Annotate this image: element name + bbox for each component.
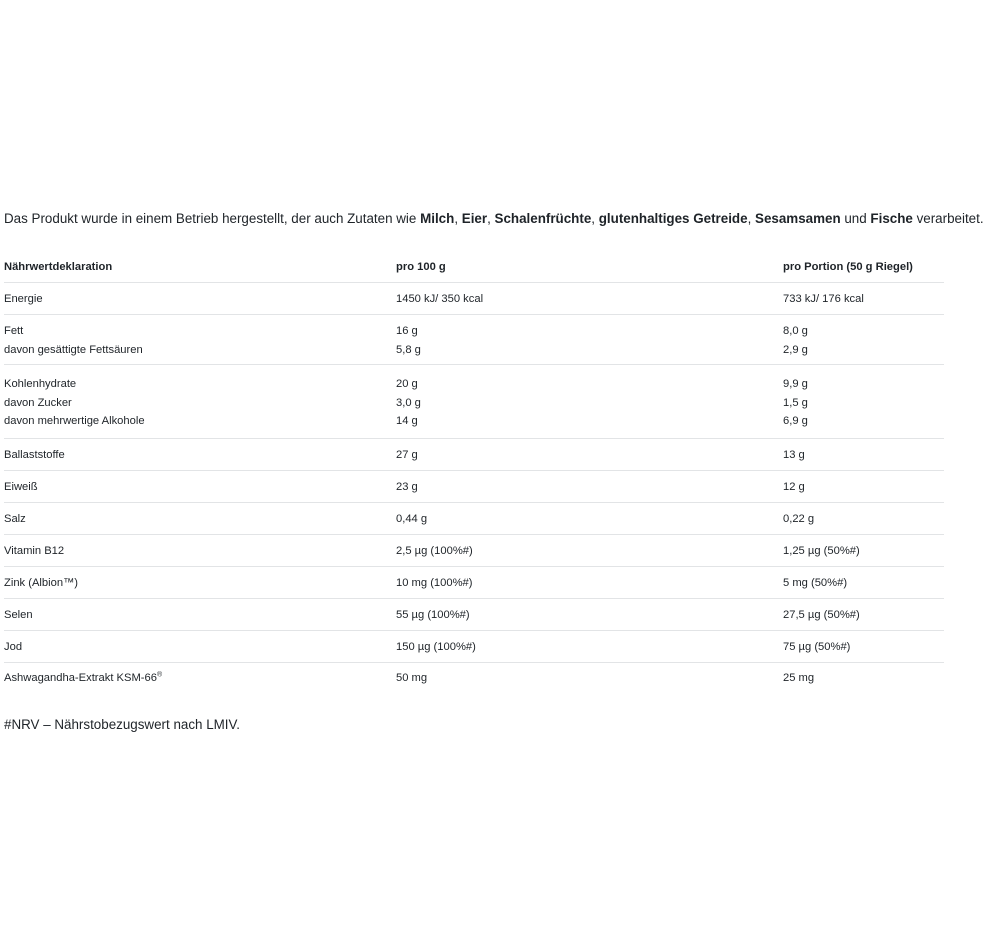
value-per-100g-cell (396, 290, 783, 314)
value-per-portion-cell (783, 446, 944, 470)
value-per-portion: 6,9 g (783, 415, 808, 427)
value-per-portion: 2,9 g (783, 343, 808, 356)
separator: und (840, 211, 871, 226)
value-per-portion: 1,25 µg (50%#) (783, 545, 860, 557)
nutrient-name-cell (4, 638, 396, 662)
separator: , (747, 211, 756, 226)
value-per-100g: 5,8 g (396, 343, 421, 356)
value-per-portion: 13 g (783, 449, 805, 461)
separator: , (487, 211, 495, 226)
nutrient-name: davon Zucker (4, 396, 72, 409)
value-per-portion-cell (783, 542, 944, 566)
value-per-100g: 55 µg (100%#) (396, 609, 470, 621)
allergen-gluten: glutenhaltiges Getreide (598, 211, 748, 226)
value-per-portion: 5 mg (50%#) (783, 577, 848, 589)
table-row (4, 535, 944, 567)
separator: , (591, 211, 599, 226)
value-per-100g: 2,5 µg (100%#) (396, 545, 473, 557)
value-per-100g: 10 mg (100%#) (396, 577, 473, 589)
nutrient-name-cell (4, 375, 396, 438)
value-per-100g: 16 g (396, 325, 418, 337)
value-per-portion: 8,0 g (783, 325, 808, 337)
value-per-portion-cell (783, 638, 944, 662)
value-per-portion-cell (783, 322, 944, 364)
value-per-100g: 0,44 g (396, 513, 428, 525)
nutrient-name: Salz (4, 513, 26, 525)
table-row (4, 283, 944, 315)
footnote: #NRV – Nährstobezugswert nach LMIV. (4, 717, 240, 732)
value-per-portion: 25 mg (783, 672, 815, 684)
nutrient-name-cell (4, 290, 396, 314)
value-per-portion: 9,9 g (783, 378, 808, 390)
allergen-sesame: Sesamsamen (755, 211, 841, 226)
header-declaration: Nährwertdeklaration (4, 261, 113, 273)
nutrition-table-header (4, 252, 944, 283)
table-row (4, 663, 944, 697)
nutrient-name-cell (4, 478, 396, 502)
value-per-100g-cell (396, 478, 783, 502)
nutrient-name: davon gesättigte Fettsäuren (4, 343, 143, 356)
value-per-100g: 27 g (396, 449, 418, 461)
value-per-100g: 1450 kJ/ 350 kcal (396, 293, 484, 305)
value-per-100g-cell (396, 510, 783, 534)
value-per-portion: 733 kJ/ 176 kcal (783, 293, 864, 305)
nutrient-name-cell (4, 542, 396, 566)
value-per-portion-cell (783, 375, 944, 438)
nutrient-name: Ashwagandha-Extrakt KSM-66 (4, 672, 157, 684)
nutrient-name-wrapper (4, 669, 396, 688)
nutrient-name: Eiweiß (4, 481, 38, 493)
value-per-portion-cell (783, 606, 944, 630)
nutrient-name: davon mehrwertige Alkohole (4, 415, 145, 427)
registered-mark: ® (156, 671, 163, 679)
value-per-100g: 14 g (396, 415, 418, 427)
separator: , (454, 211, 462, 226)
nutrient-name-cell (4, 510, 396, 534)
allergen-prefix: Das Produkt wurde in einem Betrieb hergestellt, der auch Zutaten wie (4, 211, 421, 226)
value-per-100g-cell (396, 542, 783, 566)
nutrient-name: Ballaststoffe (4, 449, 65, 461)
table-row (4, 599, 944, 631)
nutrient-name: Jod (4, 641, 23, 653)
table-row (4, 315, 944, 365)
table-row (4, 631, 944, 663)
allergen-eggs: Eier (461, 211, 488, 226)
nutrient-name-cell (4, 574, 396, 598)
header-per-100g: pro 100 g (396, 261, 446, 273)
nutrient-name-cell (4, 669, 396, 697)
value-per-100g-cell (396, 669, 783, 697)
value-per-portion-cell (783, 510, 944, 534)
value-per-100g-cell (396, 574, 783, 598)
nutrient-name: Zink (Albion™) (4, 577, 78, 589)
allergen-notice (4, 210, 984, 228)
value-per-100g-cell (396, 638, 783, 662)
nutrient-name: Vitamin B12 (4, 545, 65, 557)
nutrient-name-cell (4, 606, 396, 630)
header-per-portion: pro Portion (50 g Riegel) (783, 261, 913, 273)
value-per-portion-cell (783, 669, 944, 697)
value-per-100g-cell (396, 446, 783, 470)
value-per-100g-cell (396, 606, 783, 630)
allergen-milk: Milch (420, 211, 455, 226)
allergen-fish: Fische (870, 211, 913, 226)
table-row (4, 567, 944, 599)
value-per-100g-cell (396, 322, 783, 364)
value-per-100g: 3,0 g (396, 396, 421, 409)
table-row (4, 503, 944, 535)
value-per-portion-cell (783, 574, 944, 598)
nutrient-name-cell (4, 446, 396, 470)
value-per-portion: 1,5 g (783, 396, 808, 409)
table-row (4, 365, 944, 439)
value-per-100g: 20 g (396, 378, 418, 390)
nutrient-name-cell (4, 322, 396, 364)
allergen-nuts: Schalenfrüchte (494, 211, 592, 226)
table-row (4, 471, 944, 503)
nutrient-name: Fett (4, 325, 24, 337)
value-per-100g: 23 g (396, 481, 418, 493)
value-per-portion: 75 µg (50%#) (783, 641, 851, 653)
nutrient-name: Selen (4, 609, 33, 621)
value-per-portion-cell (783, 478, 944, 502)
nutrition-table (4, 252, 944, 697)
value-per-100g: 150 µg (100%#) (396, 641, 476, 653)
nutrient-name: Energie (4, 293, 43, 305)
allergen-suffix: verarbeitet. (912, 211, 984, 226)
value-per-portion: 0,22 g (783, 513, 815, 525)
value-per-portion-cell (783, 290, 944, 314)
nutrient-name: Kohlenhydrate (4, 378, 77, 390)
value-per-100g: 50 mg (396, 672, 428, 684)
value-per-portion: 12 g (783, 481, 805, 493)
value-per-100g-cell (396, 375, 783, 438)
table-row (4, 439, 944, 471)
value-per-portion: 27,5 µg (50%#) (783, 609, 860, 621)
